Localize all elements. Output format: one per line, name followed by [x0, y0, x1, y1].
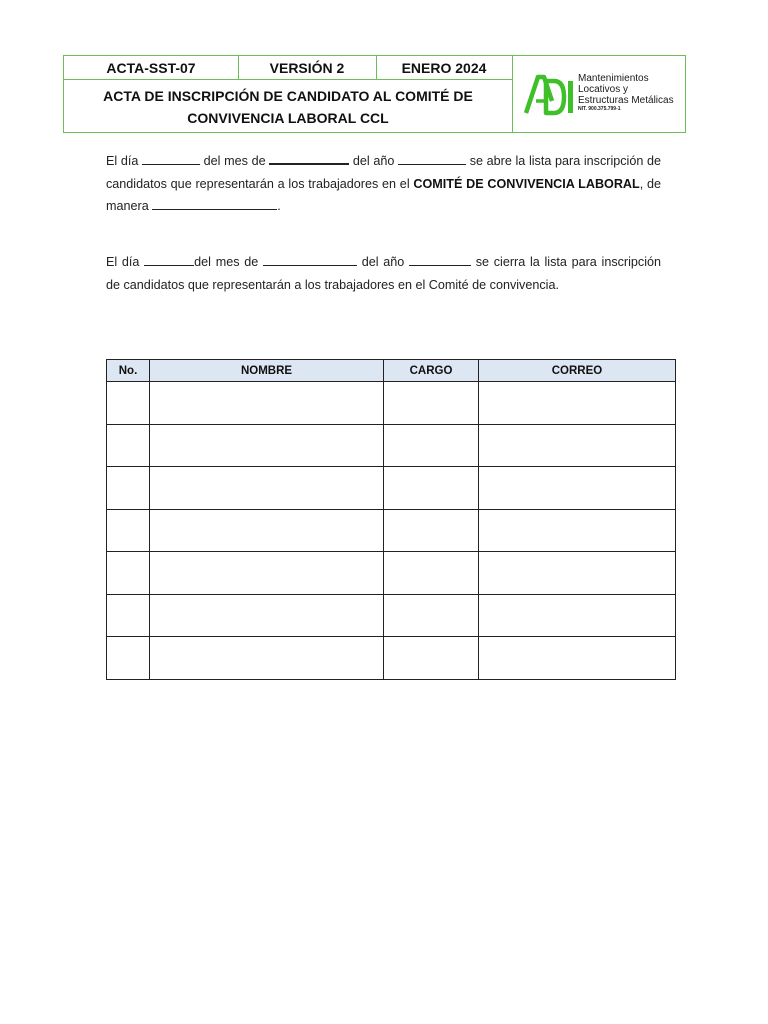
title-line-1: ACTA DE INSCRIPCIÓN DE CANDIDATO AL COMITÉ DE — [103, 87, 473, 104]
table-row — [107, 382, 676, 425]
divider — [238, 56, 239, 79]
logo-nit: NIT. 900.375.799-1 — [578, 106, 621, 112]
text: del año — [361, 255, 405, 269]
text: El día — [106, 154, 139, 168]
col-header-nombre: NOMBRE — [150, 360, 384, 382]
logo-text — [578, 73, 674, 113]
cell-nombre[interactable] — [150, 467, 384, 510]
adi-logo-icon — [524, 73, 576, 117]
cell-nombre[interactable] — [150, 594, 384, 637]
year-blank[interactable] — [398, 152, 466, 165]
cell-no[interactable] — [107, 382, 150, 425]
col-header-cargo: CARGO — [384, 360, 479, 382]
table-row — [107, 552, 676, 595]
cell-no[interactable] — [107, 637, 150, 680]
table-row — [107, 424, 676, 467]
text: se cierra la lista para inscripción de candidatos que representarán a los trabajadores en el Comité de convivencia. — [106, 255, 662, 292]
logo-line-3: Estructuras Metálicas — [578, 95, 674, 106]
logo-line-2: Locativos y — [578, 84, 629, 95]
table-header-row — [107, 360, 676, 382]
cell-nombre[interactable] — [150, 424, 384, 467]
text: , de manera — [106, 176, 661, 213]
logo-line-1: Mantenimientos — [578, 73, 649, 84]
document-header — [63, 55, 686, 133]
cell-correo[interactable] — [479, 509, 676, 552]
cell-cargo[interactable] — [384, 552, 479, 595]
cell-correo[interactable] — [479, 552, 676, 595]
cell-cargo[interactable] — [384, 467, 479, 510]
cell-nombre[interactable] — [150, 509, 384, 552]
doc-date: ENERO 2024 — [401, 59, 487, 76]
table-row — [107, 637, 676, 680]
col-header-no: No. — [107, 360, 150, 382]
committee-name: COMITÉ DE CONVIVENCIA LABORAL — [413, 176, 640, 191]
day-blank[interactable] — [144, 253, 194, 266]
candidates-table — [106, 359, 676, 680]
text: . — [277, 199, 281, 213]
cell-correo[interactable] — [479, 594, 676, 637]
table-row — [107, 509, 676, 552]
cell-cargo[interactable] — [384, 509, 479, 552]
year-blank[interactable] — [409, 253, 471, 266]
text: El día — [106, 255, 140, 269]
doc-code: ACTA-SST-07 — [106, 59, 196, 76]
opening-paragraph — [106, 150, 661, 218]
text: del año — [352, 154, 395, 168]
text: del mes de — [203, 154, 266, 168]
cell-no[interactable] — [107, 424, 150, 467]
company-logo — [512, 56, 686, 133]
col-header-correo: CORREO — [479, 360, 676, 382]
cell-no[interactable] — [107, 509, 150, 552]
month-blank[interactable] — [263, 253, 357, 266]
cell-nombre[interactable] — [150, 552, 384, 595]
title-line-2: CONVIVENCIA LABORAL CCL — [187, 109, 389, 126]
cell-nombre[interactable] — [150, 382, 384, 425]
cell-cargo[interactable] — [384, 382, 479, 425]
cell-cargo[interactable] — [384, 424, 479, 467]
month-blank[interactable] — [269, 151, 349, 165]
table-row — [107, 467, 676, 510]
document-title — [64, 80, 512, 133]
cell-correo[interactable] — [479, 382, 676, 425]
table-row — [107, 594, 676, 637]
cell-no[interactable] — [107, 552, 150, 595]
cell-correo[interactable] — [479, 424, 676, 467]
cell-nombre[interactable] — [150, 637, 384, 680]
text: del mes de — [194, 255, 259, 269]
cell-no[interactable] — [107, 467, 150, 510]
cell-correo[interactable] — [479, 467, 676, 510]
cell-cargo[interactable] — [384, 637, 479, 680]
text: se abre la lista para inscripción de candidatos que representarán a los trabajadores en el — [106, 154, 662, 191]
cell-correo[interactable] — [479, 637, 676, 680]
day-blank[interactable] — [142, 152, 200, 165]
closing-paragraph — [106, 251, 661, 296]
manner-blank[interactable] — [152, 197, 277, 210]
cell-no[interactable] — [107, 594, 150, 637]
divider — [376, 56, 377, 79]
doc-version: VERSIÓN 2 — [269, 59, 345, 76]
cell-cargo[interactable] — [384, 594, 479, 637]
